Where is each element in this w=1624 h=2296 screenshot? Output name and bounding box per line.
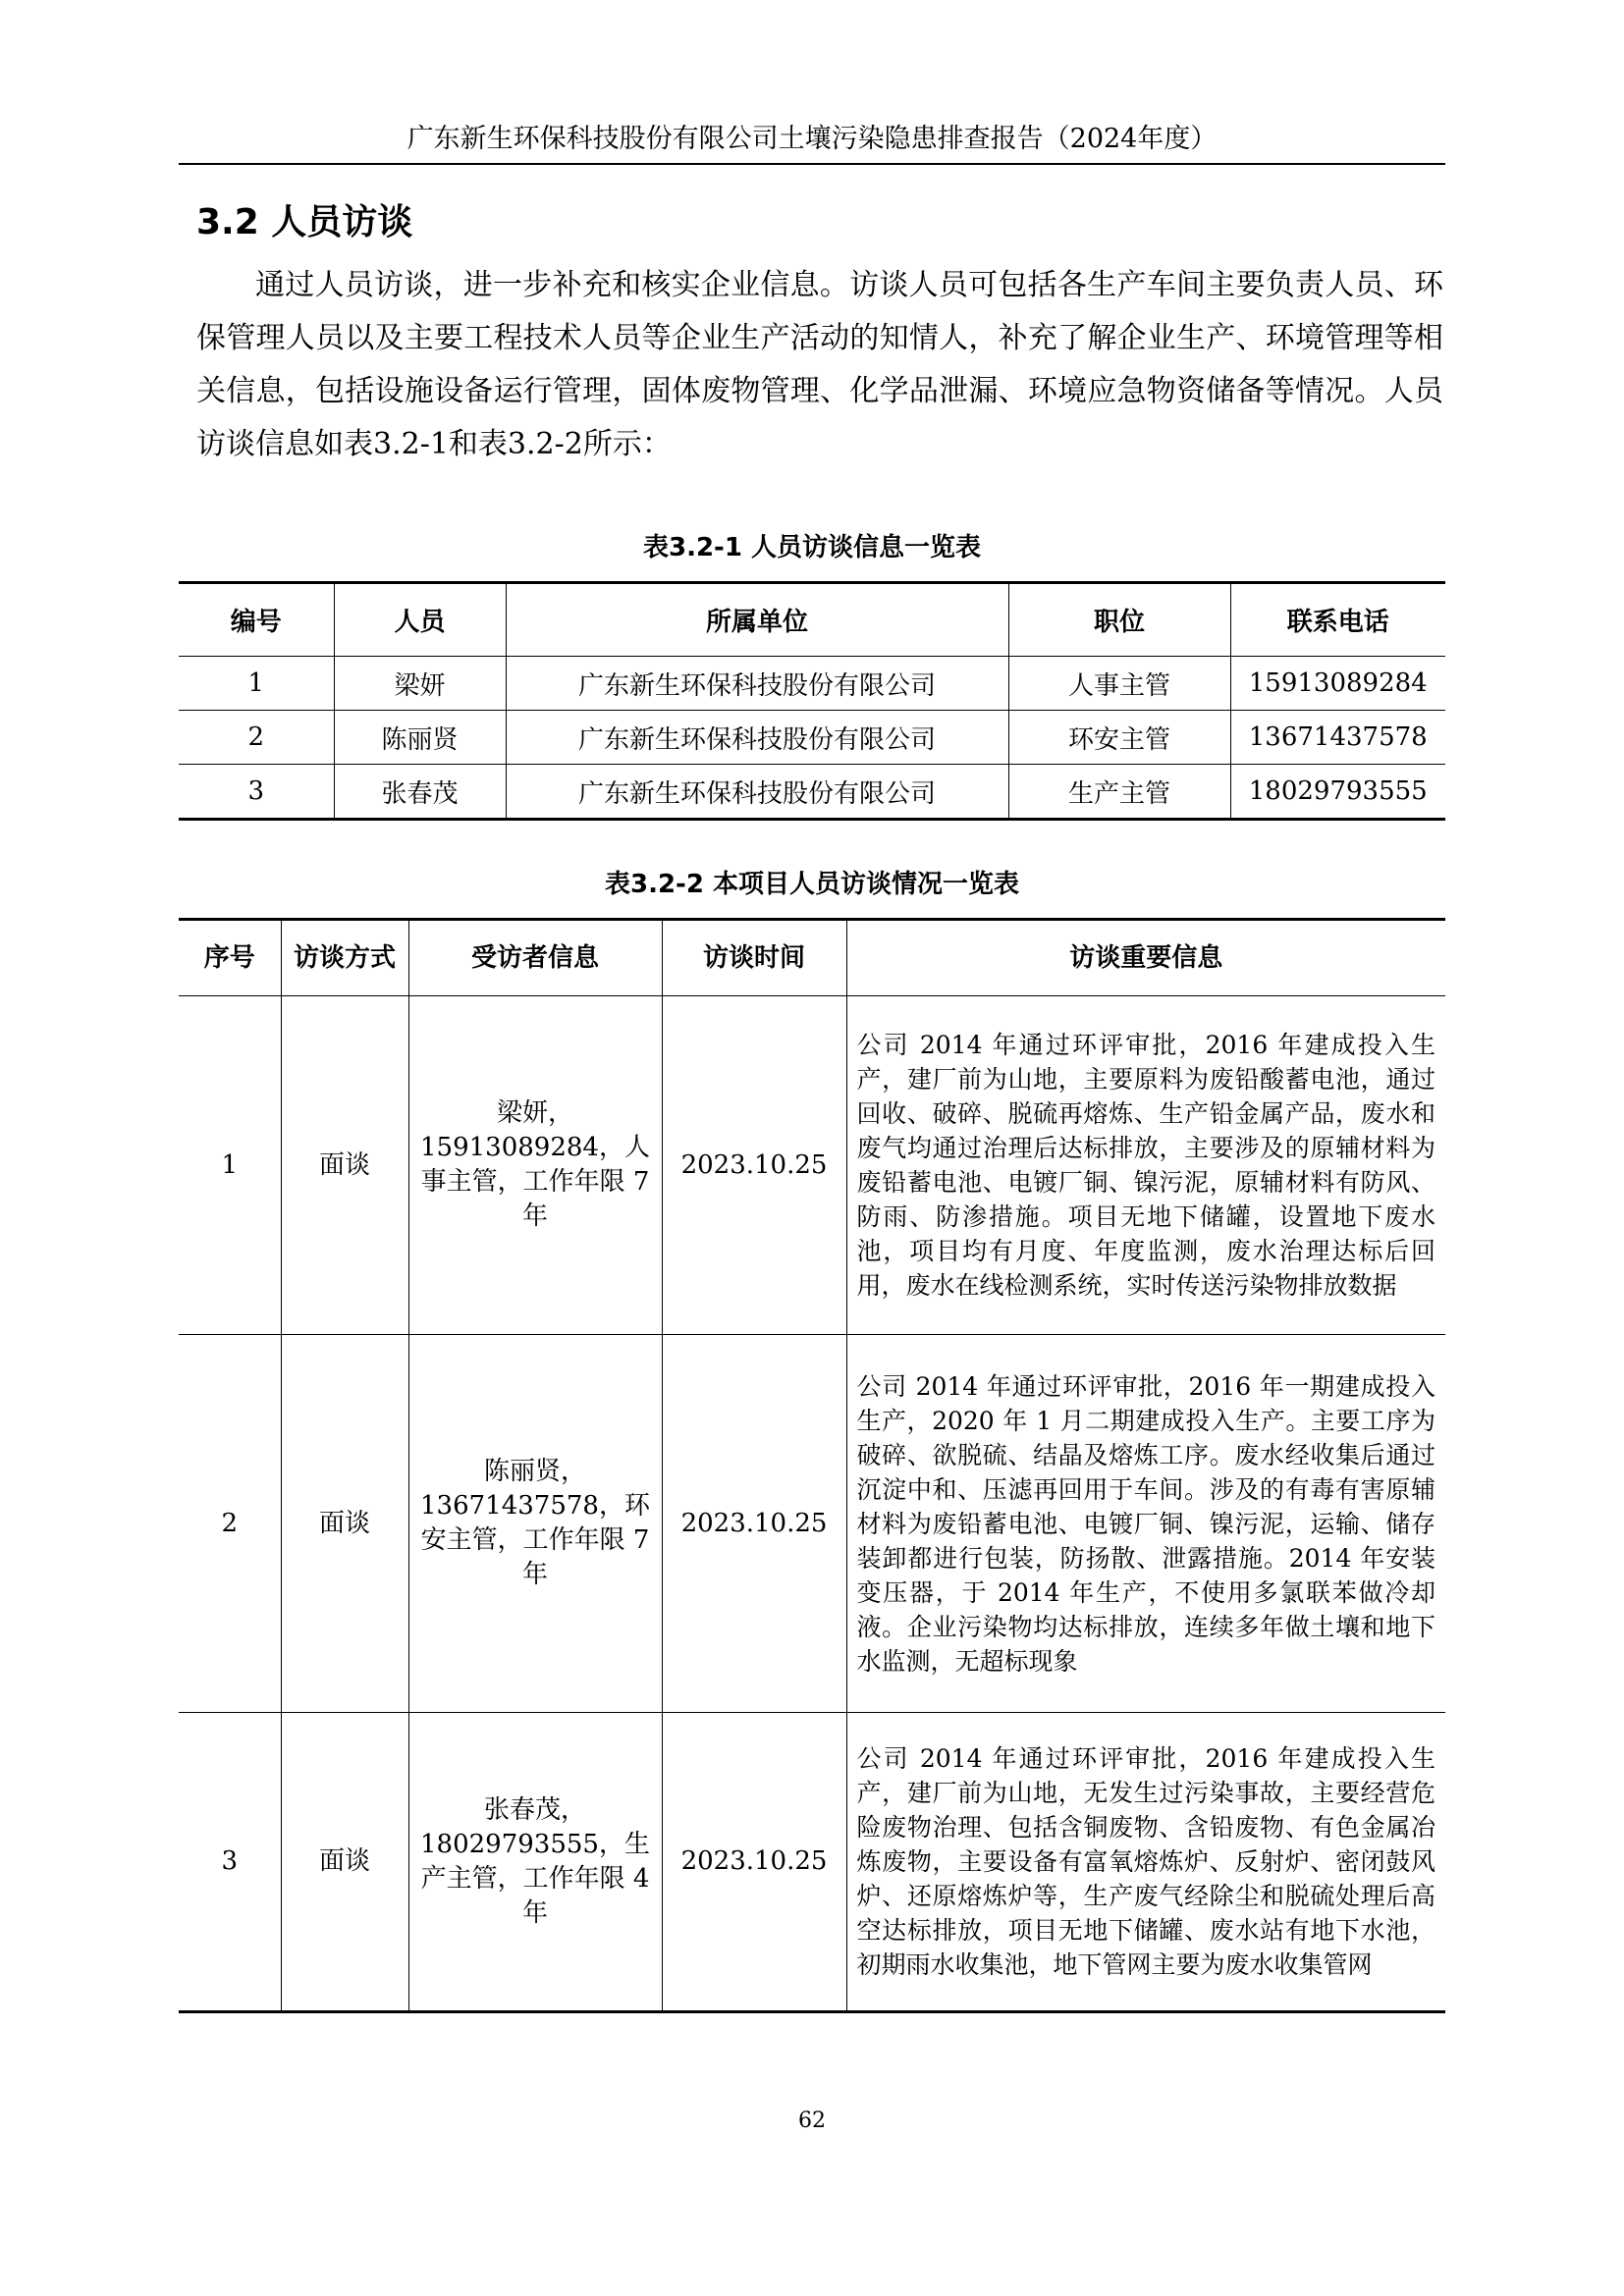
- section-title: 3.2 人员访谈: [196, 202, 413, 242]
- table-row: [179, 1713, 1445, 2012]
- cell-organization: 广东新生环保科技股份有限公司: [506, 711, 1008, 765]
- table-row: [179, 996, 1445, 1335]
- interview-table: [179, 918, 1445, 2013]
- cell-person: 梁妍: [334, 657, 506, 711]
- header-serial: 序号: [179, 920, 281, 996]
- page-header: 广东新生环保科技股份有限公司土壤污染隐患排查报告（2024年度）: [179, 120, 1445, 165]
- cell-person: 张春茂: [334, 765, 506, 820]
- table-header-row: [179, 583, 1445, 657]
- cell-interviewee: 张春茂，18029793555，生产主管，工作年限 4 年: [408, 1713, 662, 2012]
- table-row: [179, 1335, 1445, 1713]
- cell-key-info: 公司 2014 年通过环评审批，2016 年建成投入生产，建厂前为山地，主要原料为废铅酸蓄电池，通过回收、破碎、脱硫再熔炼、生产铅金属产品，废水和废气均通过治理后达标排放，主要涉及的原辅材料为废铅蓄电池、电镀厂铜、镍污泥，原辅材料有防风、防雨、防渗措施。项目无地下储罐，设置地下废水池，项目均有月度、年度监测，废水治理达标后回用，废水在线检测系统，实时传送污染物排放数据: [846, 996, 1445, 1335]
- table-row: [179, 765, 1445, 820]
- cell-position: 生产主管: [1008, 765, 1230, 820]
- header-interviewee: 受访者信息: [408, 920, 662, 996]
- table-row: [179, 711, 1445, 765]
- cell-organization: 广东新生环保科技股份有限公司: [506, 657, 1008, 711]
- header-method: 访谈方式: [281, 920, 408, 996]
- header-time: 访谈时间: [662, 920, 846, 996]
- cell-method: 面谈: [281, 996, 408, 1335]
- intro-paragraph: 通过人员访谈，进一步补充和核实企业信息。访谈人员可包括各生产车间主要负责人员、环保管理人员以及主要工程技术人员等企业生产活动的知情人，补充了解企业生产、环境管理等相关信息，包括设施设备运行管理，固体废物管理、化学品泄漏、环境应急物资储备等情况。人员访谈信息如表3.2-1和表3.2-2所示：: [196, 268, 1443, 461]
- header-position: 职位: [1008, 583, 1230, 657]
- table2-caption: 表3.2-2 本项目人员访谈情况一览表: [605, 870, 1019, 899]
- cell-phone: 13671437578: [1230, 711, 1445, 765]
- header-organization: 所属单位: [506, 583, 1008, 657]
- header-key-info: 访谈重要信息: [846, 920, 1445, 996]
- cell-phone: 18029793555: [1230, 765, 1445, 820]
- cell-key-info: 公司 2014 年通过环评审批，2016 年建成投入生产，建厂前为山地，无发生过污染事故，主要经营危险废物治理、包括含铜废物、含铅废物、有色金属冶炼废物，主要设备有富氧熔炼炉、反射炉、密闭鼓风炉、还原熔炼炉等，生产废气经除尘和脱硫处理后高空达标排放，项目无地下储罐、废水站有地下水池，初期雨水收集池，地下管网主要为废水收集管网: [846, 1713, 1445, 2012]
- cell-position: 环安主管: [1008, 711, 1230, 765]
- header-number: 编号: [179, 583, 334, 657]
- cell-position: 人事主管: [1008, 657, 1230, 711]
- table1-caption: 表3.2-1 人员访谈信息一览表: [643, 533, 981, 562]
- header-phone: 联系电话: [1230, 583, 1445, 657]
- cell-time: 2023.10.25: [662, 1713, 846, 2012]
- cell-serial: 3: [179, 1713, 281, 2012]
- table-row: [179, 657, 1445, 711]
- cell-number: 1: [179, 657, 334, 711]
- personnel-table: [179, 581, 1445, 821]
- cell-time: 2023.10.25: [662, 1335, 846, 1713]
- cell-organization: 广东新生环保科技股份有限公司: [506, 765, 1008, 820]
- page-number: 62: [798, 2109, 826, 2133]
- cell-serial: 2: [179, 1335, 281, 1713]
- cell-number: 3: [179, 765, 334, 820]
- cell-interviewee: 陈丽贤，13671437578，环安主管，工作年限 7 年: [408, 1335, 662, 1713]
- cell-method: 面谈: [281, 1335, 408, 1713]
- cell-interviewee: 梁妍，15913089284，人事主管，工作年限 7 年: [408, 996, 662, 1335]
- cell-time: 2023.10.25: [662, 996, 846, 1335]
- cell-method: 面谈: [281, 1713, 408, 2012]
- cell-person: 陈丽贤: [334, 711, 506, 765]
- cell-phone: 15913089284: [1230, 657, 1445, 711]
- table-header-row: [179, 920, 1445, 996]
- cell-serial: 1: [179, 996, 281, 1335]
- cell-number: 2: [179, 711, 334, 765]
- cell-key-info: 公司 2014 年通过环评审批，2016 年一期建成投入生产，2020 年 1 月二期建成投入生产。主要工序为破碎、欲脱硫、结晶及熔炼工序。废水经收集后通过沉淀中和、压滤再回用于车间。涉及的有毒有害原辅材料为废铅蓄电池、电镀厂铜、镍污泥，运输、储存装卸都进行包装，防扬散、泄露措施。2014 年安装变压器，于 2014 年生产，不使用多氯联苯做冷却液。企业污染物均达标排放，连续多年做土壤和地下水监测，无超标现象: [846, 1335, 1445, 1713]
- header-person: 人员: [334, 583, 506, 657]
